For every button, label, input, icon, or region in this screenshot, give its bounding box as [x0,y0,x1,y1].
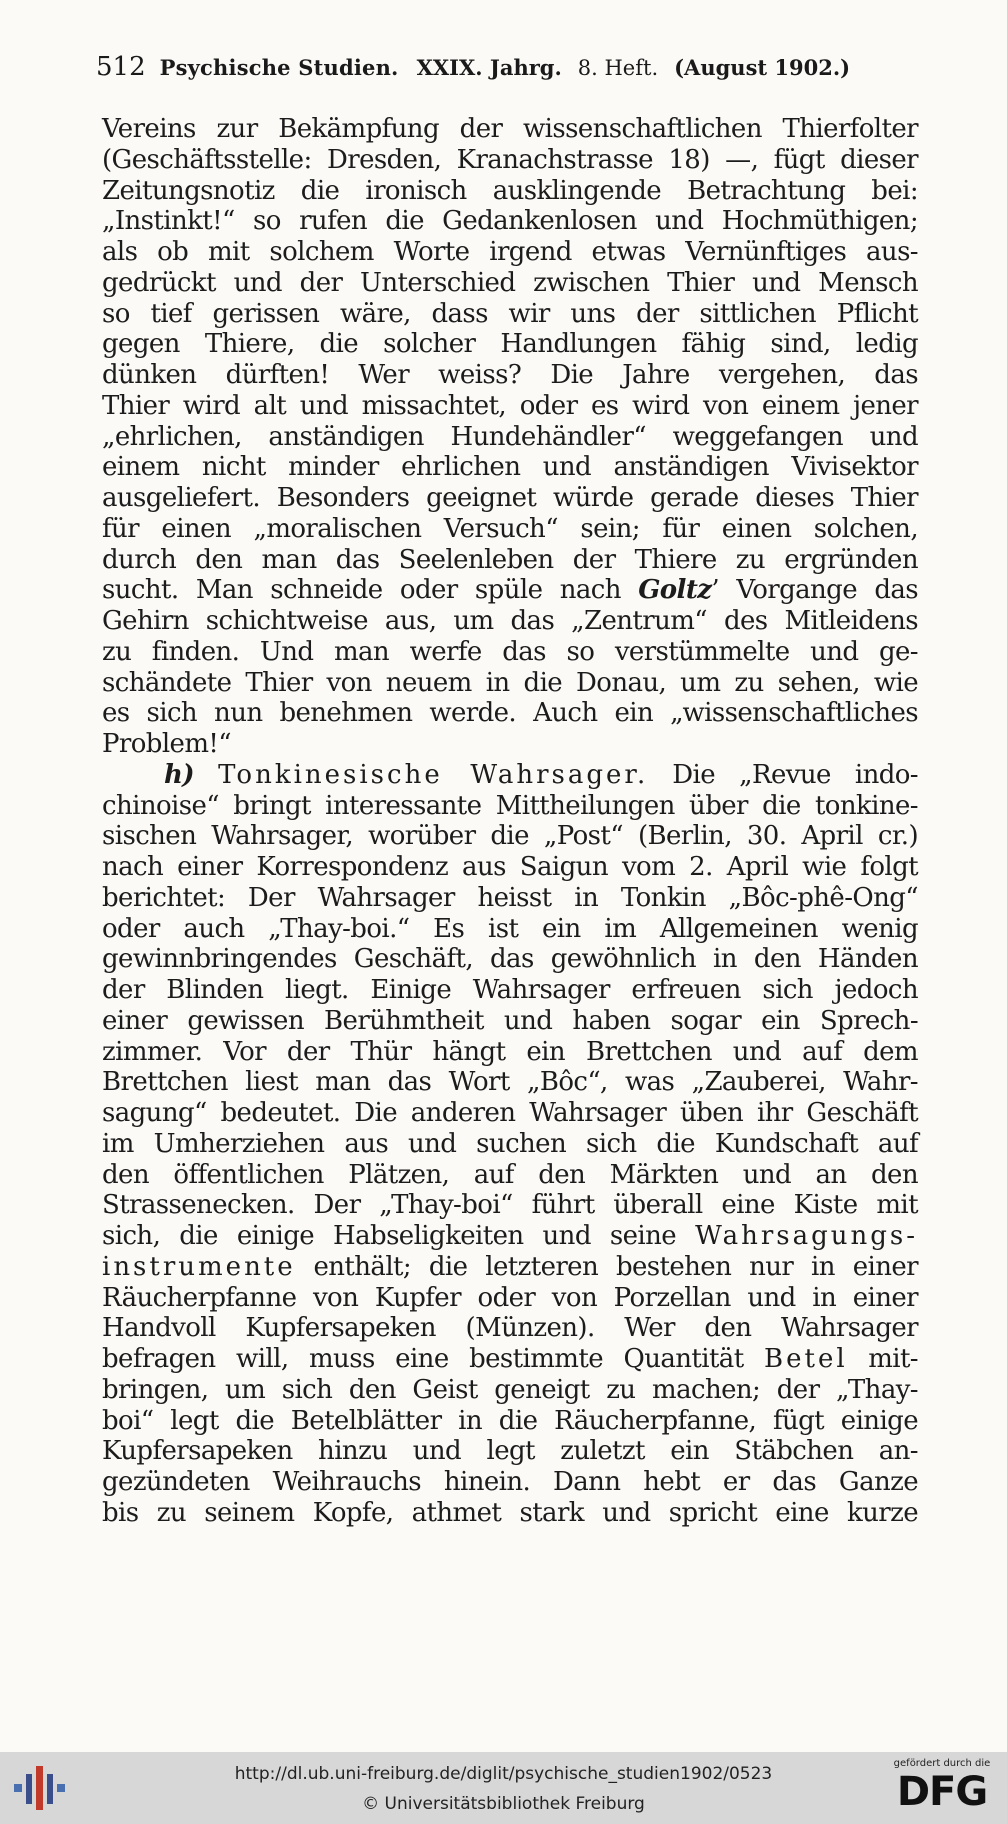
page-url[interactable]: http://dl.ub.uni-freiburg.de/diglit/psychische_studien1902/0523 [234,1764,773,1784]
text-line: im Umherziehen aus und suchen sich die Kundschaft auf [102,1128,918,1159]
text-line: zimmer. Vor der Thür hängt ein Brettchen und auf dem [102,1036,918,1067]
text-line: bringen, um sich den Geist geneigt zu machen; der „Thay- [102,1374,918,1405]
text-line: chinoise“ bringt interessante Mittheilungen über die tonkine- [102,790,918,821]
text-line: Problem!“ [102,729,231,759]
text-segment: befragen will, muss eine bestimmte Quantität [102,1344,744,1374]
text-line: oder auch „Thay-boi.“ Es ist ein im Allgemeinen wenig [102,913,918,944]
text-line: für einen „moralischen Versuch“ sein; für einen solchen, [102,513,918,544]
issue-number: 8. Heft. [577,56,659,80]
text-line: gezündeten Weihrauchs hinein. Dann hebt er das Ganze [102,1467,918,1497]
text-line: Räucherpfanne von Kupfer oder von Porzellan und in einer [102,1282,918,1313]
body-text [102,114,918,1529]
text-line-instrumente [102,1252,918,1283]
text-line-betel [102,1344,918,1375]
text-segment: ’ Vorgange das [711,575,919,606]
text-line-wahrsagungs [102,1221,918,1252]
text-line: gegen Thiere, die solcher Handlungen fähig sind, ledig [102,329,918,360]
spaced-word: Wahrsagungs- [695,1221,918,1251]
text-segment: mit- [847,1344,918,1374]
text-line: Zeitungsnotiz die ironisch ausklingende Betrachtung bei: [102,175,918,206]
text-line-goltz [102,575,918,606]
text-segment: sucht. Man schneide oder spüle nach [102,575,621,606]
viewer-footer [0,1752,1007,1824]
text-line: nach einer Korrespondenz aus Saigun vom 2. April wie folgt [102,852,918,882]
dfg-caption: gefördert durch die [893,1758,991,1769]
text-line: sagung“ bedeutet. Die anderen Wahrsager üben ihr Geschäft [102,1098,918,1128]
text-line: einem nicht minder ehrlichen und anständigen Vivisektor [102,452,918,483]
text-line: dünken dürften! Wer weiss? Die Jahre vergehen, das [102,360,918,390]
text-line: bis zu seinem Kopfe, athmet stark und spricht eine kurze [102,1497,918,1528]
text-segment: sich, die einige Habseligkeiten und seine [102,1221,677,1251]
text-line: es sich nun benehmen werde. Auch ein „wissenschaftliches [102,698,918,729]
text-line: boi“ legt die Betelblätter in die Räucherpfanne, fügt einige [102,1405,918,1436]
text-line: gedrückt und der Unterschied zwischen Thier und Mensch [102,267,918,298]
name-goltz: Goltz [638,575,712,606]
text-line: als ob mit solchem Worte irgend etwas Vernünftiges aus- [102,237,918,267]
text-line: Handvoll Kupfersapeken (Münzen). Wer den Wahrsager [102,1313,918,1344]
text-line: Thier wird alt und missachtet, oder es wird von einem jener [102,390,918,421]
running-header [96,52,926,92]
text-line: „ehrlichen, anständigen Hundehändler“ weggefangen und [102,421,918,452]
text-line: zu finden. Und man werfe das so verstümmelte und ge- [102,636,918,667]
text-segment: enthält; die letzteren bestehen nur in einer [295,1251,918,1282]
text-line: den öffentlichen Plätzen, auf den Märkten und an den [102,1159,918,1190]
text-line: schändete Thier von neuem in die Donau, um zu sehen, wie [102,667,918,698]
text-line: einer gewissen Berühmtheit und haben sogar ein Sprech- [102,1005,918,1036]
text-line: Gehirn schichtweise aus, um das „Zentrum“ des Mitleidens [102,606,918,636]
text-line: „Instinkt!“ so rufen die Gedankenlosen und Hochmüthigen; [102,206,918,237]
issue-date: (August 1902.) [674,55,851,80]
page-number: 512 [96,52,146,82]
text-line: Strassenecken. Der „Thay-boi“ führt überall eine Kiste mit [102,1190,918,1221]
text-line: durch den man das Seelenleben der Thiere zu ergründen [102,544,918,575]
text-line: so tief gerissen wäre, dass wir uns der sittlichen Pflicht [102,298,918,329]
text-line: der Blinden liegt. Einige Wahrsager erfreuen sich jedoch [102,975,918,1005]
volume-year: XXIX. Jahrg. [416,55,562,80]
dfg-logo [887,1758,997,1820]
text-line: berichtet: Der Wahrsager heisst in Tonkin „Bôc-phê-Ong“ [102,882,918,913]
text-line: sischen Wahrsager, worüber die „Post“ (Berlin, 30. April cr.) [102,821,918,852]
text-line: Kupfersapeken hinzu und legt zuletzt ein Stäbchen an- [102,1436,918,1467]
text-line: (Geschäftsstelle: Dresden, Kranachstrasse 18) —, fügt dieser [102,144,918,175]
journal-title: Psychische Studien. [159,55,399,80]
text-line: gewinnbringendes Geschäft, das gewöhnlich in den Händen [102,944,918,975]
section-h-heading-line [102,760,918,791]
dfg-wordmark: DFG [896,1769,988,1815]
section-label: h) [164,759,195,790]
copyright-notice: © Universitätsbibliothek Freiburg [362,1794,645,1814]
spaced-word: instrumente [102,1251,296,1282]
text-line: ausgeliefert. Besonders geeignet würde gerade dieses Thier [102,483,918,513]
section-title: Tonkinesische Wahrsager. [218,759,649,790]
text-line: Vereins zur Bekämpfung der wissenschaftlichen Thierfolter [102,114,918,144]
text-line: Brettchen liest man das Wort „Bôc“, was „Zauberei, Wahr- [102,1067,918,1098]
spaced-word: Betel [764,1344,848,1374]
text-segment: Die „Revue indo- [648,759,918,790]
